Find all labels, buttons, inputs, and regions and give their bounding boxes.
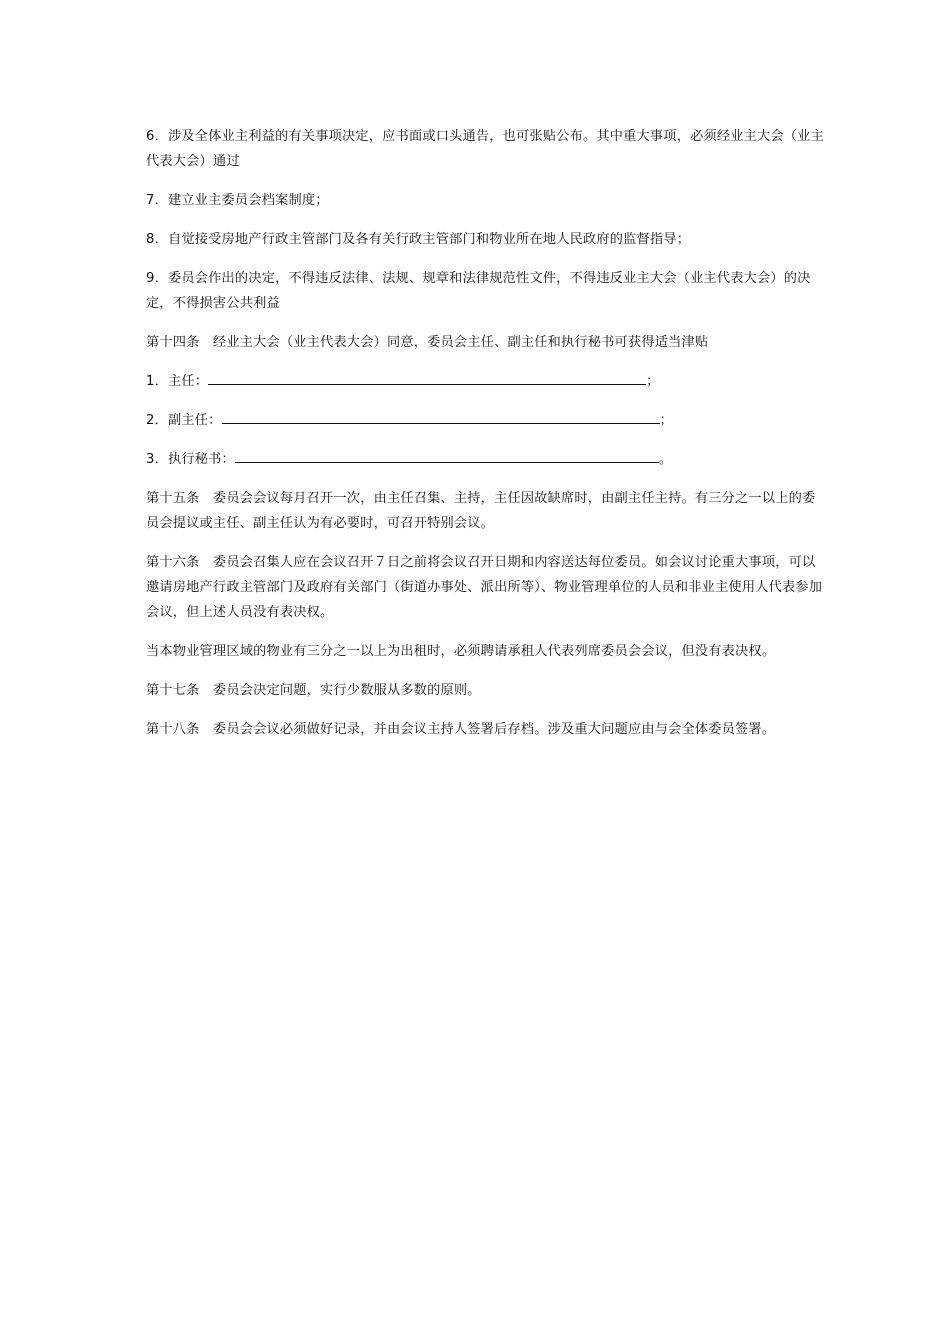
allowance-label-deputy-director: 2．副主任： bbox=[146, 413, 222, 428]
clause-9: 9．委员会作出的决定，不得违反法律、法规、规章和法律规范性文件，不得违反业主大会（业主代表大会）的决定，不得损害公共利益 bbox=[146, 271, 811, 311]
clause-6: 6．涉及全体业主利益的有关事项决定，应书面或口头通告，也可张贴公布。其中重大事项，必须经业主大会（业主代表大会）通过 bbox=[146, 129, 824, 169]
allowance-line-deputy-director bbox=[146, 408, 826, 433]
clause-8: 8．自觉接受房地产行政主管部门及各有关行政主管部门和物业所在地人民政府的监督指导； bbox=[146, 232, 691, 247]
allowance-line-executive-secretary bbox=[146, 447, 826, 472]
allowance-line-director bbox=[146, 369, 826, 394]
allowance-label-executive-secretary: 3．执行秘书： bbox=[146, 452, 235, 467]
allowance-blank-executive-secretary[interactable] bbox=[235, 447, 659, 463]
allowance-blank-deputy-director[interactable] bbox=[222, 408, 660, 424]
allowance-suffix-director: ； bbox=[646, 374, 660, 389]
allowance-suffix-deputy-director: ； bbox=[659, 413, 673, 428]
allowance-blank-director[interactable] bbox=[208, 369, 646, 385]
article-18: 第十八条 委员会会议必须做好记录，并由会议主持人签署后存档。涉及重大问题应由与会全体委员签署。 bbox=[146, 722, 776, 737]
article-15: 第十五条 委员会会议每月召开一次，由主任召集、主持，主任因故缺席时，由副主任主持。有三分之一以上的委员会提议或主任、副主任认为有必要时，可召开特别会议。 bbox=[146, 491, 816, 531]
article-17: 第十七条 委员会决定问题，实行少数服从多数的原则。 bbox=[146, 683, 481, 698]
allowance-label-director: 1．主任： bbox=[146, 374, 209, 389]
article-16: 第十六条 委员会召集人应在会议召开７日之前将会议召开日期和内容送达每位委员。如会议讨论重大事项，可以邀请房地产行政主管部门及政府有关部门（街道办事处、派出所等）、物业管理单位的人员和非业主使用人代表参加会议，但上述人员没有表决权。 bbox=[146, 555, 823, 620]
article-14: 第十四条 经业主大会（业主代表大会）同意，委员会主任、副主任和执行秘书可获得适当津贴 bbox=[146, 335, 709, 350]
article-16-supplement: 当本物业管理区域的物业有三分之一以上为出租时，必须聘请承租人代表列席委员会会议，但没有表决权。 bbox=[146, 644, 776, 659]
allowance-suffix-executive-secretary: 。 bbox=[658, 452, 673, 467]
document-body bbox=[146, 124, 826, 756]
clause-7: 7．建立业主委员会档案制度； bbox=[146, 193, 329, 208]
